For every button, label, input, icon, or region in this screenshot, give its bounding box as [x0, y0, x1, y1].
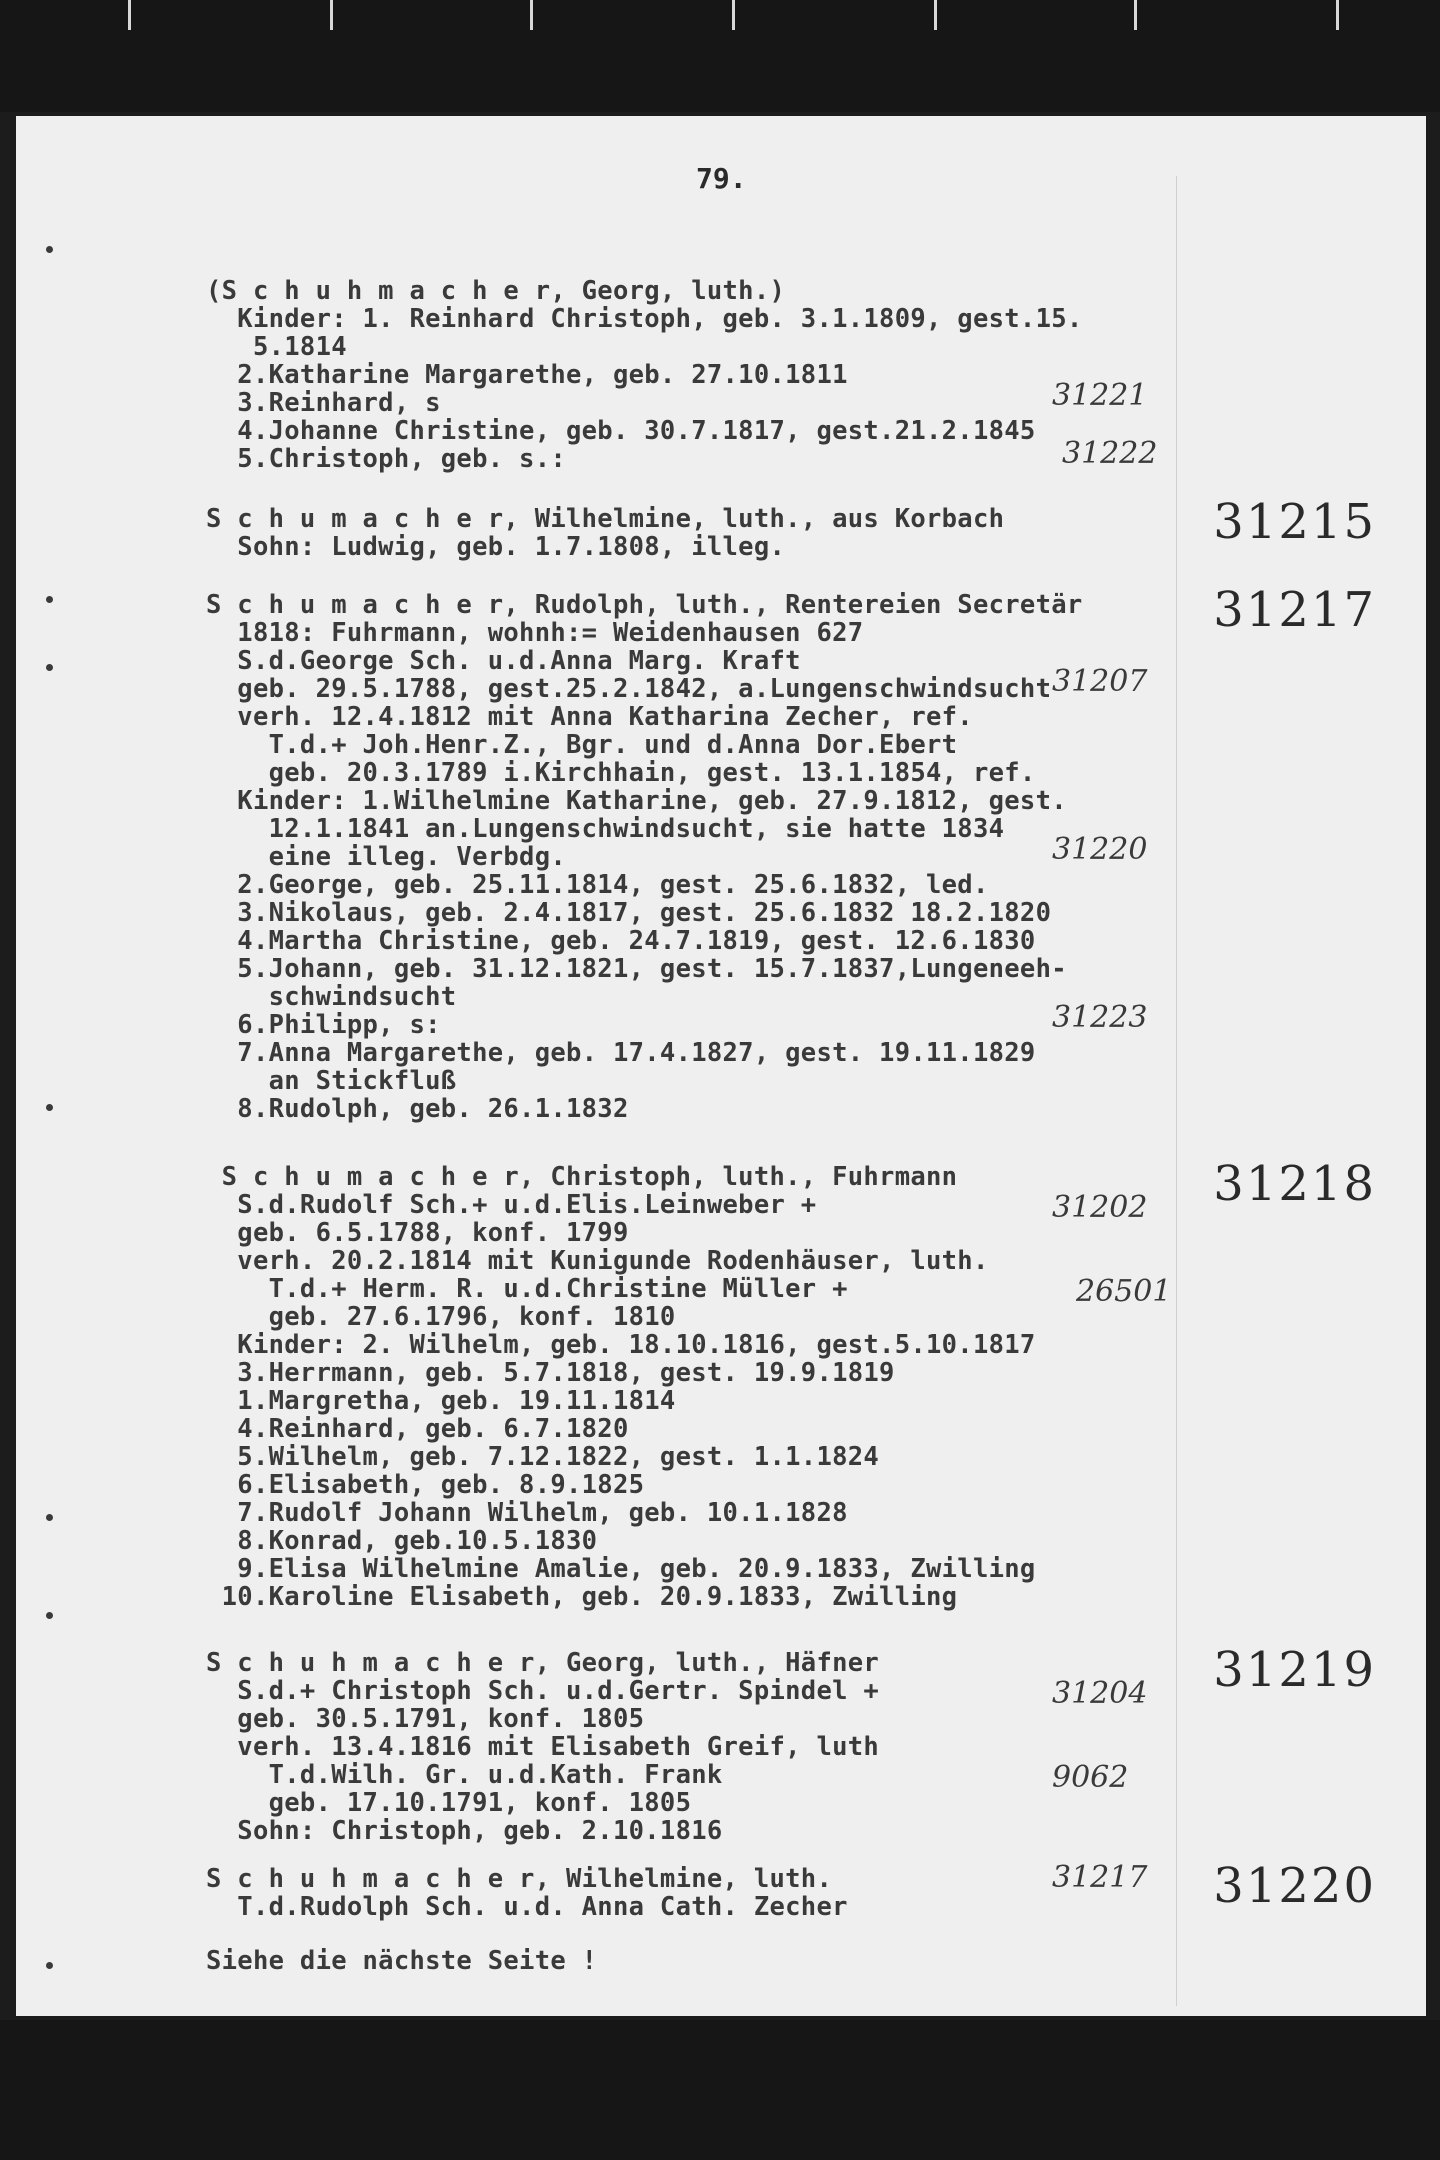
handwritten-note: 31202 [1052, 1190, 1148, 1225]
entry-line: S.d.+ Christoph Sch. u.d.Gertr. Spindel + [206, 1676, 880, 1706]
entry-line: 7.Anna Margarethe, geb. 17.4.1827, gest. 19.11.1829 [206, 1038, 1036, 1068]
entry-line: 2.George, geb. 25.11.1814, gest. 25.6.1832, led. [206, 870, 989, 900]
entry-line: T.d.+ Joh.Henr.Z., Bgr. und d.Anna Dor.Ebert [206, 730, 958, 760]
binder-dot [46, 1612, 53, 1619]
entry-line: geb. 17.10.1791, konf. 1805 [206, 1788, 692, 1818]
binder-dot [46, 246, 53, 253]
binder-dot [46, 596, 53, 603]
entry-line: T.d.Wilh. Gr. u.d.Kath. Frank [206, 1760, 723, 1790]
entry-line: 12.1.1841 an.Lungenschwindsucht, sie hatte 1834 [206, 814, 1005, 844]
entry-line: 1818: Fuhrmann, wohnh:= Weidenhausen 627 [206, 618, 864, 648]
film-tick [934, 0, 937, 30]
reference-number: 31215 [1213, 494, 1376, 550]
binder-dot [46, 1514, 53, 1521]
entry-line: 10.Karoline Elisabeth, geb. 20.9.1833, Zwilling [206, 1582, 958, 1612]
entry-line: Sohn: Christoph, geb. 2.10.1816 [206, 1816, 723, 1846]
handwritten-note: 31222 [1062, 436, 1158, 471]
entry-line: 3.Herrmann, geb. 5.7.1818, gest. 19.9.1819 [206, 1358, 895, 1388]
film-tick [530, 0, 533, 30]
document-page [16, 116, 1426, 2016]
entry-heading: S c h u h m a c h e r, Georg, luth., Häfner [206, 1648, 880, 1678]
handwritten-note: 26501 [1076, 1274, 1172, 1309]
handwritten-note: 31217 [1052, 1860, 1148, 1895]
film-tick [330, 0, 333, 30]
entry-line: eine illeg. Verbdg. [206, 842, 567, 872]
entry-line: 6.Elisabeth, geb. 8.9.1825 [206, 1470, 645, 1500]
margin-line [1176, 176, 1177, 2006]
entry-line: T.d.Rudolph Sch. u.d. Anna Cath. Zecher [206, 1892, 848, 1922]
entry-heading: (S c h u h m a c h e r, Georg, luth.) [206, 276, 786, 306]
entry-line: 5.Wilhelm, geb. 7.12.1822, gest. 1.1.1824 [206, 1442, 880, 1472]
handwritten-note: 31204 [1052, 1676, 1148, 1711]
entry-line: verh. 12.4.1812 mit Anna Katharina Zecher, ref. [206, 702, 973, 732]
entry-line: verh. 20.2.1814 mit Kunigunde Rodenhäuser, luth. [206, 1246, 989, 1276]
handwritten-note: 31221 [1052, 378, 1148, 413]
handwritten-note: 31207 [1052, 664, 1148, 699]
entry-line: Sohn: Ludwig, geb. 1.7.1808, illeg. [206, 532, 786, 562]
entry-line: 9.Elisa Wilhelmine Amalie, geb. 20.9.1833, Zwilling [206, 1554, 1036, 1584]
entry-line: 5.1814 [206, 332, 347, 362]
film-tick [1336, 0, 1339, 30]
entry-line: geb. 6.5.1788, konf. 1799 [206, 1218, 629, 1248]
entry-line: S.d.Rudolf Sch.+ u.d.Elis.Leinweber + [206, 1190, 817, 1220]
entry-line: Kinder: 1. Reinhard Christoph, geb. 3.1.1809, gest.15. [206, 304, 1083, 334]
binder-dot [46, 1962, 53, 1969]
entry-line: Kinder: 2. Wilhelm, geb. 18.10.1816, gest.5.10.1817 [206, 1330, 1036, 1360]
entry-line: geb. 30.5.1791, konf. 1805 [206, 1704, 645, 1734]
entry-line: 4.Martha Christine, geb. 24.7.1819, gest. 12.6.1830 [206, 926, 1036, 956]
film-strip-bottom [0, 2020, 1440, 2160]
entry-heading: S c h u h m a c h e r, Wilhelmine, luth. [206, 1864, 833, 1894]
entry-line: schwindsucht [206, 982, 457, 1012]
footer-note: Siehe die nächste Seite ! [206, 1946, 598, 1976]
entry-line: T.d.+ Herm. R. u.d.Christine Müller + [206, 1274, 848, 1304]
binder-dot [46, 1104, 53, 1111]
entry-line: 5.Johann, geb. 31.12.1821, gest. 15.7.1837,Lungeneeh- [206, 954, 1067, 984]
handwritten-note: 31220 [1052, 832, 1148, 867]
entry-line: 2.Katharine Margarethe, geb. 27.10.1811 [206, 360, 848, 390]
entry-heading: S c h u m a c h e r, Rudolph, luth., Rentereien Secretär [206, 590, 1083, 620]
film-tick [128, 0, 131, 30]
entry-line: an Stickfluß [206, 1066, 457, 1096]
entry-line: 4.Johanne Christine, geb. 30.7.1817, gest.21.2.1845 [206, 416, 1036, 446]
entry-line: Kinder: 1.Wilhelmine Katharine, geb. 27.9.1812, gest. [206, 786, 1067, 816]
reference-number: 31218 [1213, 1156, 1376, 1212]
entry-line: 6.Philipp, s: [206, 1010, 441, 1040]
entry-line: S.d.George Sch. u.d.Anna Marg. Kraft [206, 646, 801, 676]
film-tick [1134, 0, 1137, 30]
reference-number: 31219 [1213, 1642, 1376, 1698]
page-number: 79. [696, 162, 747, 195]
handwritten-note: 31223 [1052, 1000, 1148, 1035]
reference-number: 31217 [1213, 582, 1376, 638]
film-strip-top [0, 0, 1440, 112]
film-tick [732, 0, 735, 30]
entry-heading: S c h u m a c h e r, Christoph, luth., Fuhrmann [206, 1162, 958, 1192]
entry-line: 8.Rudolph, geb. 26.1.1832 [206, 1094, 629, 1124]
entry-line: 8.Konrad, geb.10.5.1830 [206, 1526, 598, 1556]
entry-line: 5.Christoph, geb. s.: [206, 444, 567, 474]
entry-line: verh. 13.4.1816 mit Elisabeth Greif, luth [206, 1732, 880, 1762]
binder-dot [46, 664, 53, 671]
entry-line: 7.Rudolf Johann Wilhelm, geb. 10.1.1828 [206, 1498, 848, 1528]
handwritten-note: 9062 [1052, 1760, 1129, 1795]
entry-line: geb. 29.5.1788, gest.25.2.1842, a.Lungenschwindsucht [206, 674, 1052, 704]
entry-heading: S c h u m a c h e r, Wilhelmine, luth., aus Korbach [206, 504, 1005, 534]
entry-line: geb. 20.3.1789 i.Kirchhain, gest. 13.1.1854, ref. [206, 758, 1036, 788]
entry-line: geb. 27.6.1796, konf. 1810 [206, 1302, 676, 1332]
entry-line: 3.Reinhard, s [206, 388, 441, 418]
entry-line: 1.Margretha, geb. 19.11.1814 [206, 1386, 676, 1416]
reference-number: 31220 [1213, 1858, 1376, 1914]
entry-line: 4.Reinhard, geb. 6.7.1820 [206, 1414, 629, 1444]
entry-line: 3.Nikolaus, geb. 2.4.1817, gest. 25.6.1832 18.2.1820 [206, 898, 1052, 928]
